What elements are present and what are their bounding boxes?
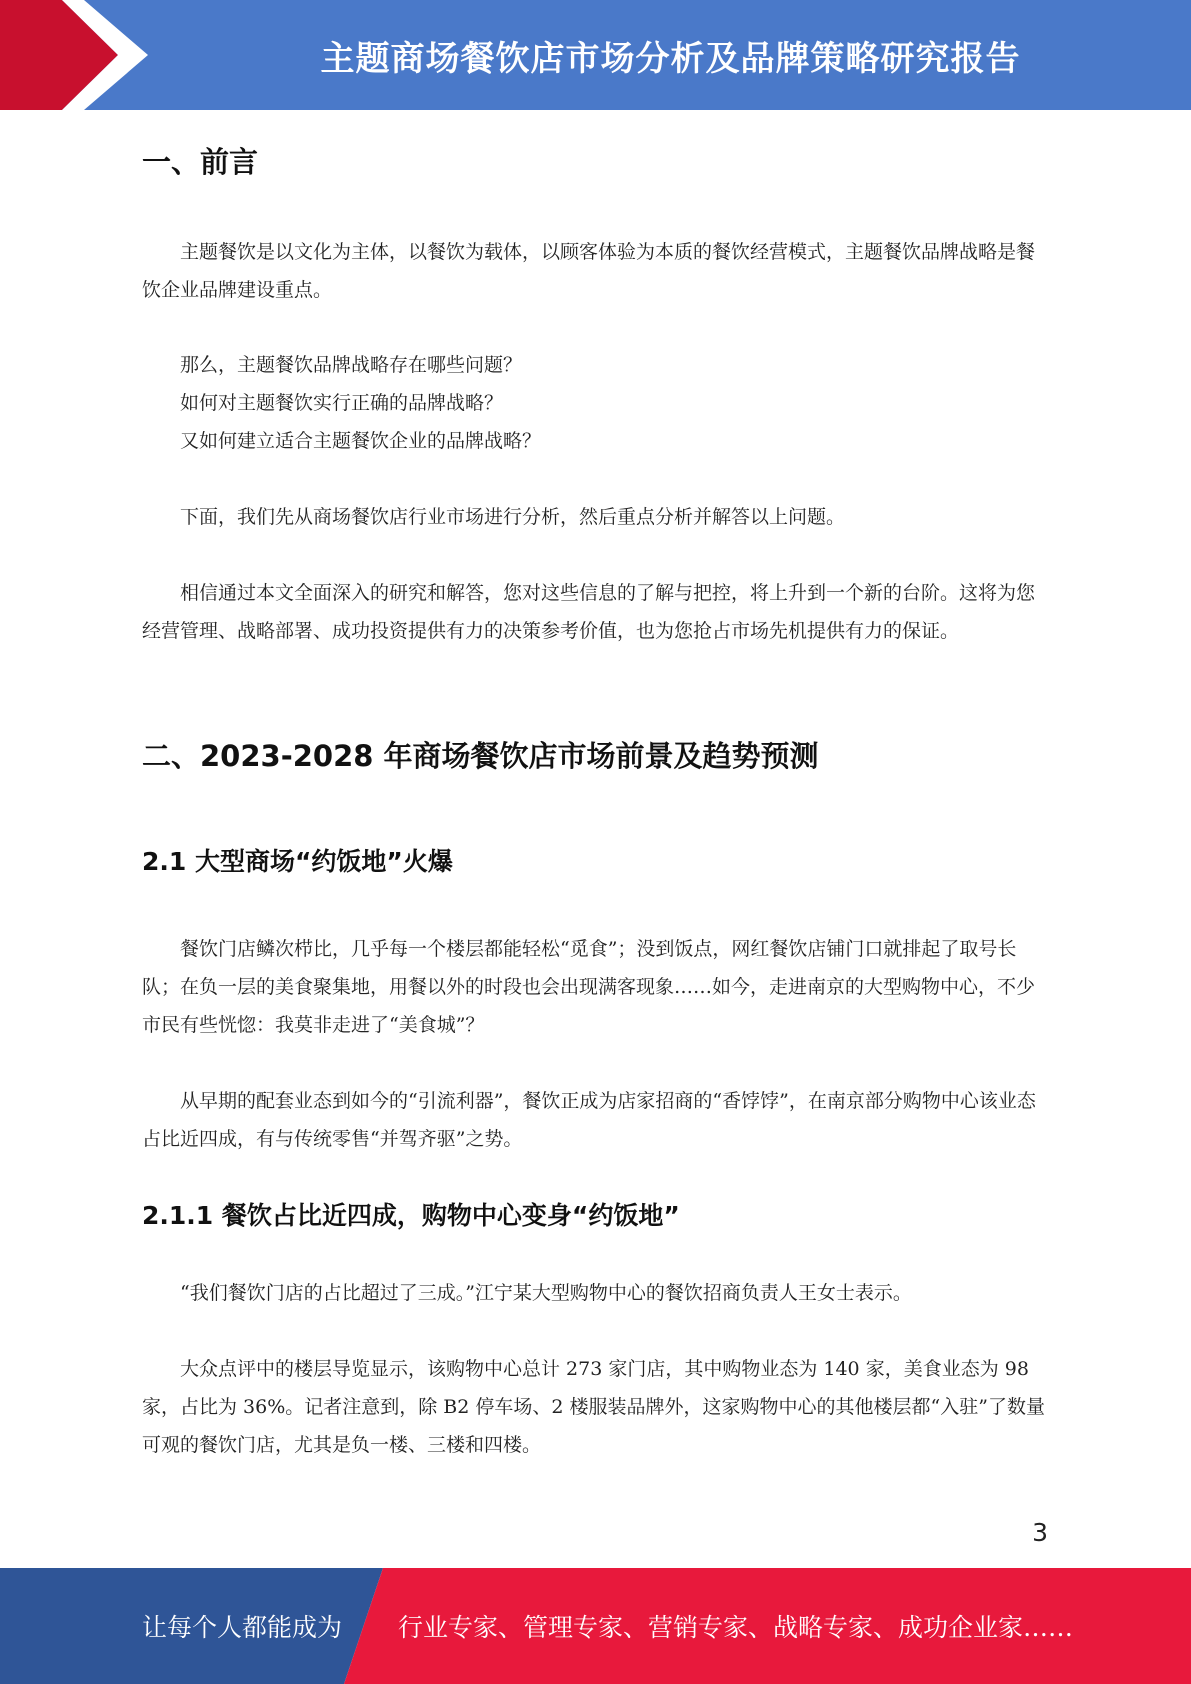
page-footer: [0, 1568, 1191, 1684]
question-line: 如何对主题餐饮实行正确的品牌战略？: [180, 392, 504, 414]
paragraph: 下面，我们先从商场餐饮店行业市场进行分析，然后重点分析并解答以上问题。: [180, 506, 846, 528]
question-line: 又如何建立适合主题餐饮企业的品牌战略？: [180, 430, 542, 452]
paragraph: 餐饮门店鳞次栉比，几乎每一个楼层都能轻松“觅食”；没到饭点，网红餐饮店铺门口就排起了取号长队；在负一层的美食聚集地，用餐以外的时段也会出现满客现象……如今，走进南京的大型购物中心，不少市民有些恍惚：我莫非走进了“美食城”？: [142, 938, 1036, 1036]
paragraph: 从早期的配套业态到如今的“引流利器”，餐饮正成为店家招商的“香饽饽”，在南京部分购物中心该业态占比近四成，有与传统零售“并驾齐驱”之势。: [142, 1090, 1036, 1150]
document-title: 主题商场餐饮店市场分析及品牌策略研究报告: [320, 38, 1021, 79]
subsection-heading: 2.1.1 餐饮占比近四成，购物中心变身“约饭地”: [142, 1201, 680, 1230]
page-number: 3: [1032, 1518, 1048, 1547]
page-header: [0, 0, 1191, 110]
subsection-heading: 2.1 大型商场“约饭地”火爆: [142, 847, 453, 876]
paragraph: 主题餐饮是以文化为主体，以餐饮为载体，以顾客体验为本质的餐饮经营模式，主题餐饮品牌战略是餐饮企业品牌建设重点。: [142, 241, 1036, 301]
paragraph: 相信通过本文全面深入的研究和解答，您对这些信息的了解与把控，将上升到一个新的台阶。这将为您经营管理、战略部署、成功投资提供有力的决策参考价值，也为您抢占市场先机提供有力的保证。: [142, 582, 1036, 642]
question-line: 那么，主题餐饮品牌战略存在哪些问题？: [180, 354, 523, 376]
section-heading-preface: 一、前言: [142, 145, 259, 179]
section-heading-forecast: 二、2023-2028 年商场餐饮店市场前景及趋势预测: [142, 739, 819, 773]
footer-slogan-right: 行业专家、管理专家、营销专家、战略专家、成功企业家……: [398, 1613, 1074, 1642]
paragraph: 大众点评中的楼层导览显示，该购物中心总计 273 家门店，其中购物业态为 140 家，美食业态为 98 家，占比为 36%。记者注意到，除 B2 停车场、2 楼服装品牌外，这家购物中心的其他楼层都“入驻”了数量可观的餐饮门店，尤其是负一楼、三楼和四楼。: [142, 1358, 1045, 1456]
footer-slogan-left: 让每个人都能成为: [142, 1613, 343, 1642]
paragraph: “我们餐饮门店的占比超过了三成。”江宁某大型购物中心的餐饮招商负责人王女士表示。: [180, 1282, 912, 1304]
